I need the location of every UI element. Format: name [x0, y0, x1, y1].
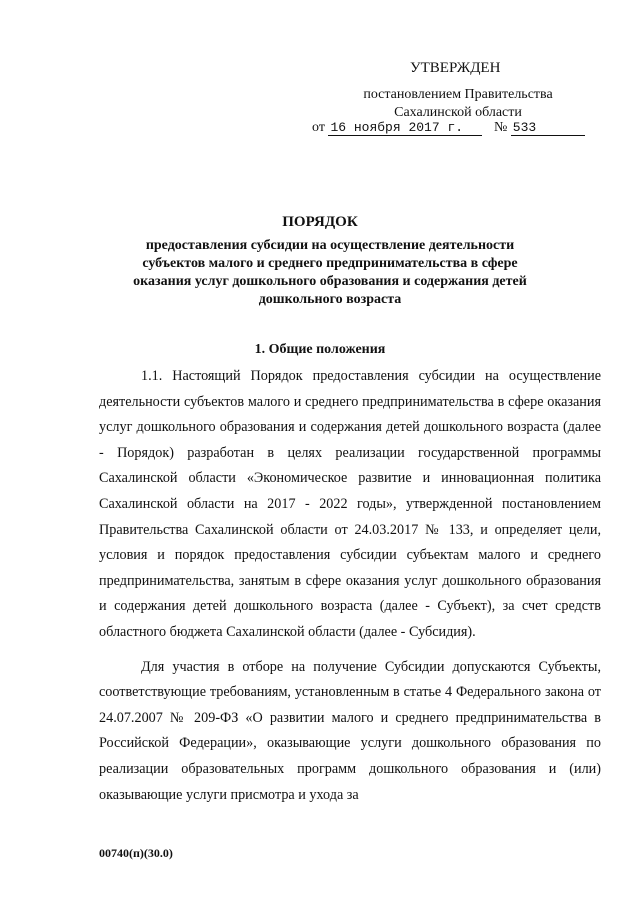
date-prefix: от: [312, 120, 325, 135]
date-field: [328, 120, 482, 136]
number-field: [511, 120, 585, 136]
paragraph-1-1: 1.1. Настоящий Порядок предоставления субсидии на осуществление деятельности субъектов малого и среднего предпринимательства в сфере оказания услуг дошкольного образования и содержания детей дошкольного возраста (далее - Порядок) разработан в целях реализации государственной программы Сахалинской области «Экономическое развитие и инновационная политика Сахалинской области на 2017 - 2022 годы», утвержденной постановлением Правительства Сахалинской области от 24.03.2017 № 133, и определяет цели, условия и порядок предоставления субсидии субъектам малого и среднего предпринимательства, занятым в сфере оказания услуг дошкольного образования и содержания детей дошкольного возраста (далее - Субъект), за счет средств областного бюджета Сахалинской области (далее - Субсидия).: [99, 368, 601, 640]
approved-by-text: постановлением Правительства Сахалинской области: [363, 87, 553, 120]
document-title: ПОРЯДОК: [282, 214, 358, 230]
section-heading: 1. Общие положения: [254, 342, 386, 357]
approved-stamp: УТВЕРЖДЕН: [410, 60, 501, 76]
number-prefix: №: [493, 120, 508, 135]
number-value: 533: [512, 120, 537, 135]
footer-code: 00740(п)(30.0): [99, 846, 173, 860]
paragraph-2: Для участия в отборе на получение Субсидии допускаются Субъекты, соответствующие требованиям, установленным в статье 4 Федерального закона от 24.07.2007 № 209-ФЗ «О развитии малого и среднего предпринимательства в Российской Федерации», оказывающие услуги дошкольного образования по реализации образовательных программ дошкольного образования и (или) оказывающие услуги присмотра и ухода за: [99, 658, 601, 803]
date-line: [312, 120, 585, 136]
date-value: 16 ноября 2017 г.: [330, 120, 464, 135]
document-subtitle: предоставления субсидии на осуществление деятельности субъектов малого и среднего предпринимательства в сфере оказания услуг дошкольного образования и содержания детей дошкольного возраста: [133, 238, 527, 307]
document-body: [99, 364, 601, 808]
